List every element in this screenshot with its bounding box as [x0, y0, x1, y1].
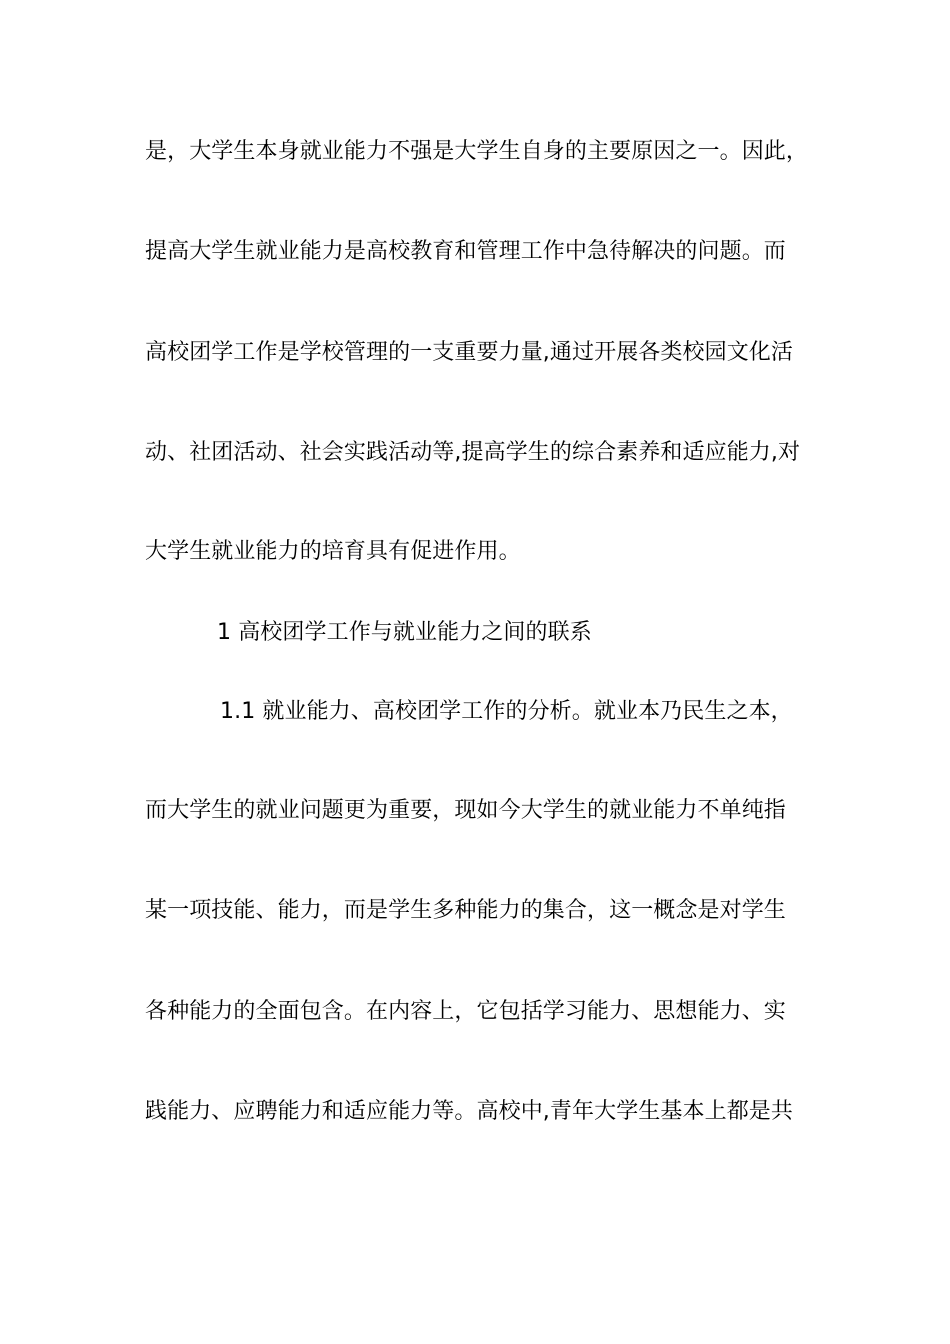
paragraph-line: 动、社团活动、社会实践活动等,提高学生的综合素养和适应能力,对 [145, 440, 801, 465]
paragraph-line: 高校团学工作是学校管理的一支重要力量,通过开展各类校园文化活 [145, 340, 793, 365]
paragraph-line: 提高大学生就业能力是高校教育和管理工作中急待解决的问题。而 [145, 239, 786, 264]
paragraph-line: 大学生就业能力的培育具有促进作用。 [145, 539, 521, 564]
paragraph-line: 是，大学生本身就业能力不强是大学生自身的主要原因之一。因此， [145, 139, 809, 164]
paragraph-line: 各种能力的全面包含。在内容上，它包括学习能力、思想能力、实 [145, 999, 786, 1024]
paragraph-line: 践能力、应聘能力和适应能力等。高校中,青年大学生基本上都是共 [145, 1099, 793, 1124]
section-heading: 1 高校团学工作与就业能力之间的联系 [217, 620, 592, 645]
paragraph-line: 某一项技能、能力，而是学生多种能力的集合，这一概念是对学生 [145, 898, 786, 923]
subsection-heading-line: 1.1 就业能力、高校团学工作的分析。就业本乃民生之本， [220, 699, 793, 724]
paragraph-line: 而大学生的就业问题更为重要，现如今大学生的就业能力不单纯指 [145, 798, 786, 823]
